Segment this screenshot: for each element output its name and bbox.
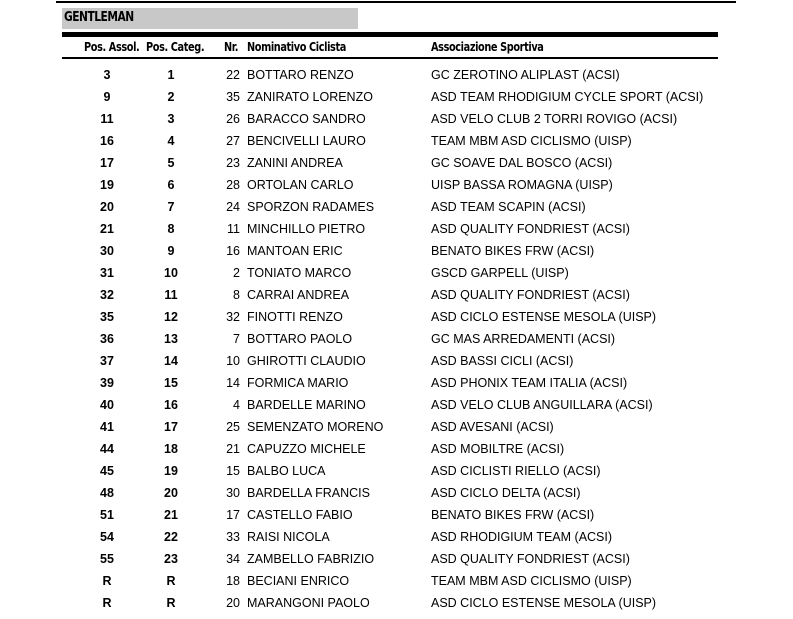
nr-cell: 33 — [226, 530, 240, 544]
team-cell: ASD CICLO ESTENSE MESOLA (UISP) — [431, 596, 657, 610]
pos-categ-cell: 10 — [164, 266, 178, 280]
team-cell: ASD PHONIX TEAM ITALIA (ACSI) — [431, 376, 628, 390]
name-cell: BENCIVELLI LAURO — [247, 134, 366, 148]
team-cell: ASD RHODIGIUM TEAM (ACSI) — [431, 530, 613, 544]
table-row — [0, 351, 793, 373]
table-row — [0, 439, 793, 461]
pos-assol-cell: R — [102, 574, 112, 588]
nr-cell: 17 — [226, 508, 240, 522]
name-cell: ZANIRATO LORENZO — [247, 90, 373, 104]
table-row — [0, 373, 793, 395]
header-bottom-rule — [62, 57, 718, 59]
pos-assol-cell: 48 — [100, 486, 114, 500]
pos-assol-cell: 41 — [100, 420, 114, 434]
nr-cell: 8 — [233, 288, 240, 302]
nr-cell: 20 — [226, 596, 240, 610]
pos-assol-cell: 35 — [100, 310, 114, 324]
pos-categ-cell: R — [166, 574, 176, 588]
header-nominativo: Nominativo Ciclista — [247, 39, 346, 54]
pos-categ-cell: 21 — [164, 508, 178, 522]
table-row — [0, 461, 793, 483]
pos-categ-cell: 14 — [164, 354, 178, 368]
pos-assol-cell: 54 — [100, 530, 114, 544]
nr-cell: 16 — [226, 244, 240, 258]
pos-assol-cell: 21 — [100, 222, 114, 236]
pos-categ-cell: 2 — [167, 90, 175, 104]
name-cell: MANTOAN ERIC — [247, 244, 343, 258]
table-row — [0, 197, 793, 219]
team-cell: GSCD GARPELL (UISP) — [431, 266, 569, 280]
name-cell: MINCHILLO PIETRO — [247, 222, 366, 236]
nr-cell: 23 — [226, 156, 240, 170]
results-table — [0, 65, 793, 615]
table-row — [0, 87, 793, 109]
name-cell: ZAMBELLO FABRIZIO — [247, 552, 375, 566]
table-row — [0, 505, 793, 527]
team-cell: ASD MOBILTRE (ACSI) — [431, 442, 565, 456]
pos-assol-cell: 45 — [100, 464, 114, 478]
name-cell: SPORZON RADAMES — [247, 200, 375, 214]
nr-cell: 22 — [226, 68, 240, 82]
name-cell: CARRAI ANDREA — [247, 288, 350, 302]
pos-assol-cell: 19 — [100, 178, 114, 192]
table-row — [0, 175, 793, 197]
team-cell: ASD TEAM SCAPIN (ACSI) — [431, 200, 586, 214]
pos-categ-cell: 11 — [164, 288, 178, 302]
pos-categ-cell: R — [166, 596, 176, 610]
pos-assol-cell: 31 — [100, 266, 114, 280]
name-cell: CASTELLO FABIO — [247, 508, 353, 522]
header-pos-assol: Pos. Assol. — [84, 39, 140, 54]
nr-cell: 24 — [226, 200, 240, 214]
nr-cell: 14 — [226, 376, 240, 390]
name-cell: GHIROTTI CLAUDIO — [247, 354, 366, 368]
pos-categ-cell: 3 — [167, 112, 175, 126]
pos-categ-cell: 19 — [164, 464, 178, 478]
table-row — [0, 285, 793, 307]
name-cell: BOTTARO RENZO — [247, 68, 354, 82]
name-cell: MARANGONI PAOLO — [247, 596, 370, 610]
header-associazione: Associazione Sportiva — [431, 39, 544, 54]
table-row — [0, 307, 793, 329]
nr-cell: 18 — [226, 574, 240, 588]
pos-assol-cell: 32 — [100, 288, 114, 302]
pos-categ-cell: 4 — [167, 134, 175, 148]
table-row — [0, 241, 793, 263]
nr-cell: 15 — [226, 464, 240, 478]
pos-assol-cell: 20 — [100, 200, 114, 214]
name-cell: TONIATO MARCO — [247, 266, 352, 280]
team-cell: ASD AVESANI (ACSI) — [431, 420, 554, 434]
name-cell: FORMICA MARIO — [247, 376, 349, 390]
table-row — [0, 131, 793, 153]
nr-cell: 2 — [233, 266, 240, 280]
pos-assol-cell: R — [102, 596, 112, 610]
nr-cell: 7 — [233, 332, 240, 346]
nr-cell: 28 — [226, 178, 240, 192]
team-cell: BENATO BIKES FRW (ACSI) — [431, 508, 595, 522]
category-title: GENTLEMAN — [64, 10, 134, 25]
table-row — [0, 219, 793, 241]
pos-categ-cell: 15 — [164, 376, 178, 390]
name-cell: BARDELLA FRANCIS — [247, 486, 370, 500]
pos-categ-cell: 22 — [164, 530, 178, 544]
pos-categ-cell: 6 — [167, 178, 175, 192]
nr-cell: 30 — [226, 486, 240, 500]
nr-cell: 11 — [227, 222, 240, 236]
table-row — [0, 527, 793, 549]
name-cell: CAPUZZO MICHELE — [247, 442, 366, 456]
table-row — [0, 417, 793, 439]
team-cell: ASD CICLO ESTENSE MESOLA (UISP) — [431, 310, 657, 324]
nr-cell: 35 — [226, 90, 240, 104]
pos-categ-cell: 1 — [167, 68, 175, 82]
table-row — [0, 263, 793, 285]
table-row — [0, 153, 793, 175]
team-cell: ASD QUALITY FONDRIEST (ACSI) — [431, 288, 630, 302]
top-rule — [56, 1, 736, 3]
pos-assol-cell: 11 — [100, 112, 114, 126]
header-pos-categ: Pos. Categ. — [146, 39, 205, 54]
name-cell: BOTTARO PAOLO — [247, 332, 353, 346]
nr-cell: 21 — [226, 442, 240, 456]
team-cell: ASD QUALITY FONDRIEST (ACSI) — [431, 552, 630, 566]
pos-categ-cell: 8 — [167, 222, 175, 236]
team-cell: BENATO BIKES FRW (ACSI) — [431, 244, 595, 258]
nr-cell: 27 — [226, 134, 240, 148]
nr-cell: 25 — [226, 420, 240, 434]
team-cell: ASD VELO CLUB ANGUILLARA (ACSI) — [431, 398, 653, 412]
nr-cell: 32 — [226, 310, 240, 324]
name-cell: FINOTTI RENZO — [247, 310, 343, 324]
team-cell: TEAM MBM ASD CICLISMO (UISP) — [431, 134, 632, 148]
name-cell: RAISI NICOLA — [247, 530, 330, 544]
pos-categ-cell: 13 — [164, 332, 178, 346]
pos-categ-cell: 23 — [164, 552, 178, 566]
pos-assol-cell: 16 — [100, 134, 114, 148]
header-top-rule — [62, 32, 718, 37]
name-cell: ORTOLAN CARLO — [247, 178, 354, 192]
team-cell: ASD TEAM RHODIGIUM CYCLE SPORT (ACSI) — [431, 90, 704, 104]
team-cell: TEAM MBM ASD CICLISMO (UISP) — [431, 574, 632, 588]
pos-categ-cell: 9 — [167, 244, 175, 258]
team-cell: ASD QUALITY FONDRIEST (ACSI) — [431, 222, 630, 236]
pos-categ-cell: 20 — [164, 486, 178, 500]
table-row — [0, 395, 793, 417]
nr-cell: 10 — [226, 354, 240, 368]
pos-assol-cell: 30 — [100, 244, 114, 258]
pos-assol-cell: 17 — [100, 156, 114, 170]
nr-cell: 34 — [226, 552, 240, 566]
pos-categ-cell: 17 — [164, 420, 178, 434]
table-row — [0, 65, 793, 87]
name-cell: BARACCO SANDRO — [247, 112, 366, 126]
team-cell: UISP BASSA ROMAGNA (UISP) — [431, 178, 613, 192]
pos-assol-cell: 55 — [100, 552, 114, 566]
pos-categ-cell: 12 — [164, 310, 178, 324]
name-cell: BALBO LUCA — [247, 464, 326, 478]
table-row — [0, 483, 793, 505]
pos-assol-cell: 9 — [103, 90, 111, 104]
table-row — [0, 593, 793, 615]
name-cell: SEMENZATO MORENO — [247, 420, 384, 434]
pos-assol-cell: 37 — [100, 354, 114, 368]
team-cell: GC MAS ARREDAMENTI (ACSI) — [431, 332, 616, 346]
name-cell: BECIANI ENRICO — [247, 574, 350, 588]
pos-assol-cell: 40 — [100, 398, 114, 412]
name-cell: BARDELLE MARINO — [247, 398, 366, 412]
team-cell: ASD BASSI CICLI (ACSI) — [431, 354, 574, 368]
table-row — [0, 329, 793, 351]
pos-categ-cell: 16 — [164, 398, 178, 412]
header-nr: Nr. — [224, 39, 239, 54]
pos-assol-cell: 3 — [103, 68, 111, 82]
nr-cell: 26 — [226, 112, 240, 126]
pos-categ-cell: 5 — [167, 156, 175, 170]
pos-assol-cell: 36 — [100, 332, 114, 346]
table-row — [0, 109, 793, 131]
pos-categ-cell: 18 — [164, 442, 178, 456]
pos-assol-cell: 44 — [100, 442, 114, 456]
team-cell: GC SOAVE DAL BOSCO (ACSI) — [431, 156, 613, 170]
team-cell: ASD VELO CLUB 2 TORRI ROVIGO (ACSI) — [431, 112, 678, 126]
name-cell: ZANINI ANDREA — [247, 156, 343, 170]
pos-assol-cell: 51 — [100, 508, 114, 522]
nr-cell: 4 — [233, 398, 240, 412]
pos-assol-cell: 39 — [100, 376, 114, 390]
table-row — [0, 571, 793, 593]
team-cell: ASD CICLISTI RIELLO (ACSI) — [431, 464, 601, 478]
team-cell: ASD CICLO DELTA (ACSI) — [431, 486, 581, 500]
team-cell: GC ZEROTINO ALIPLAST (ACSI) — [431, 68, 620, 82]
table-row — [0, 549, 793, 571]
pos-categ-cell: 7 — [167, 200, 175, 214]
